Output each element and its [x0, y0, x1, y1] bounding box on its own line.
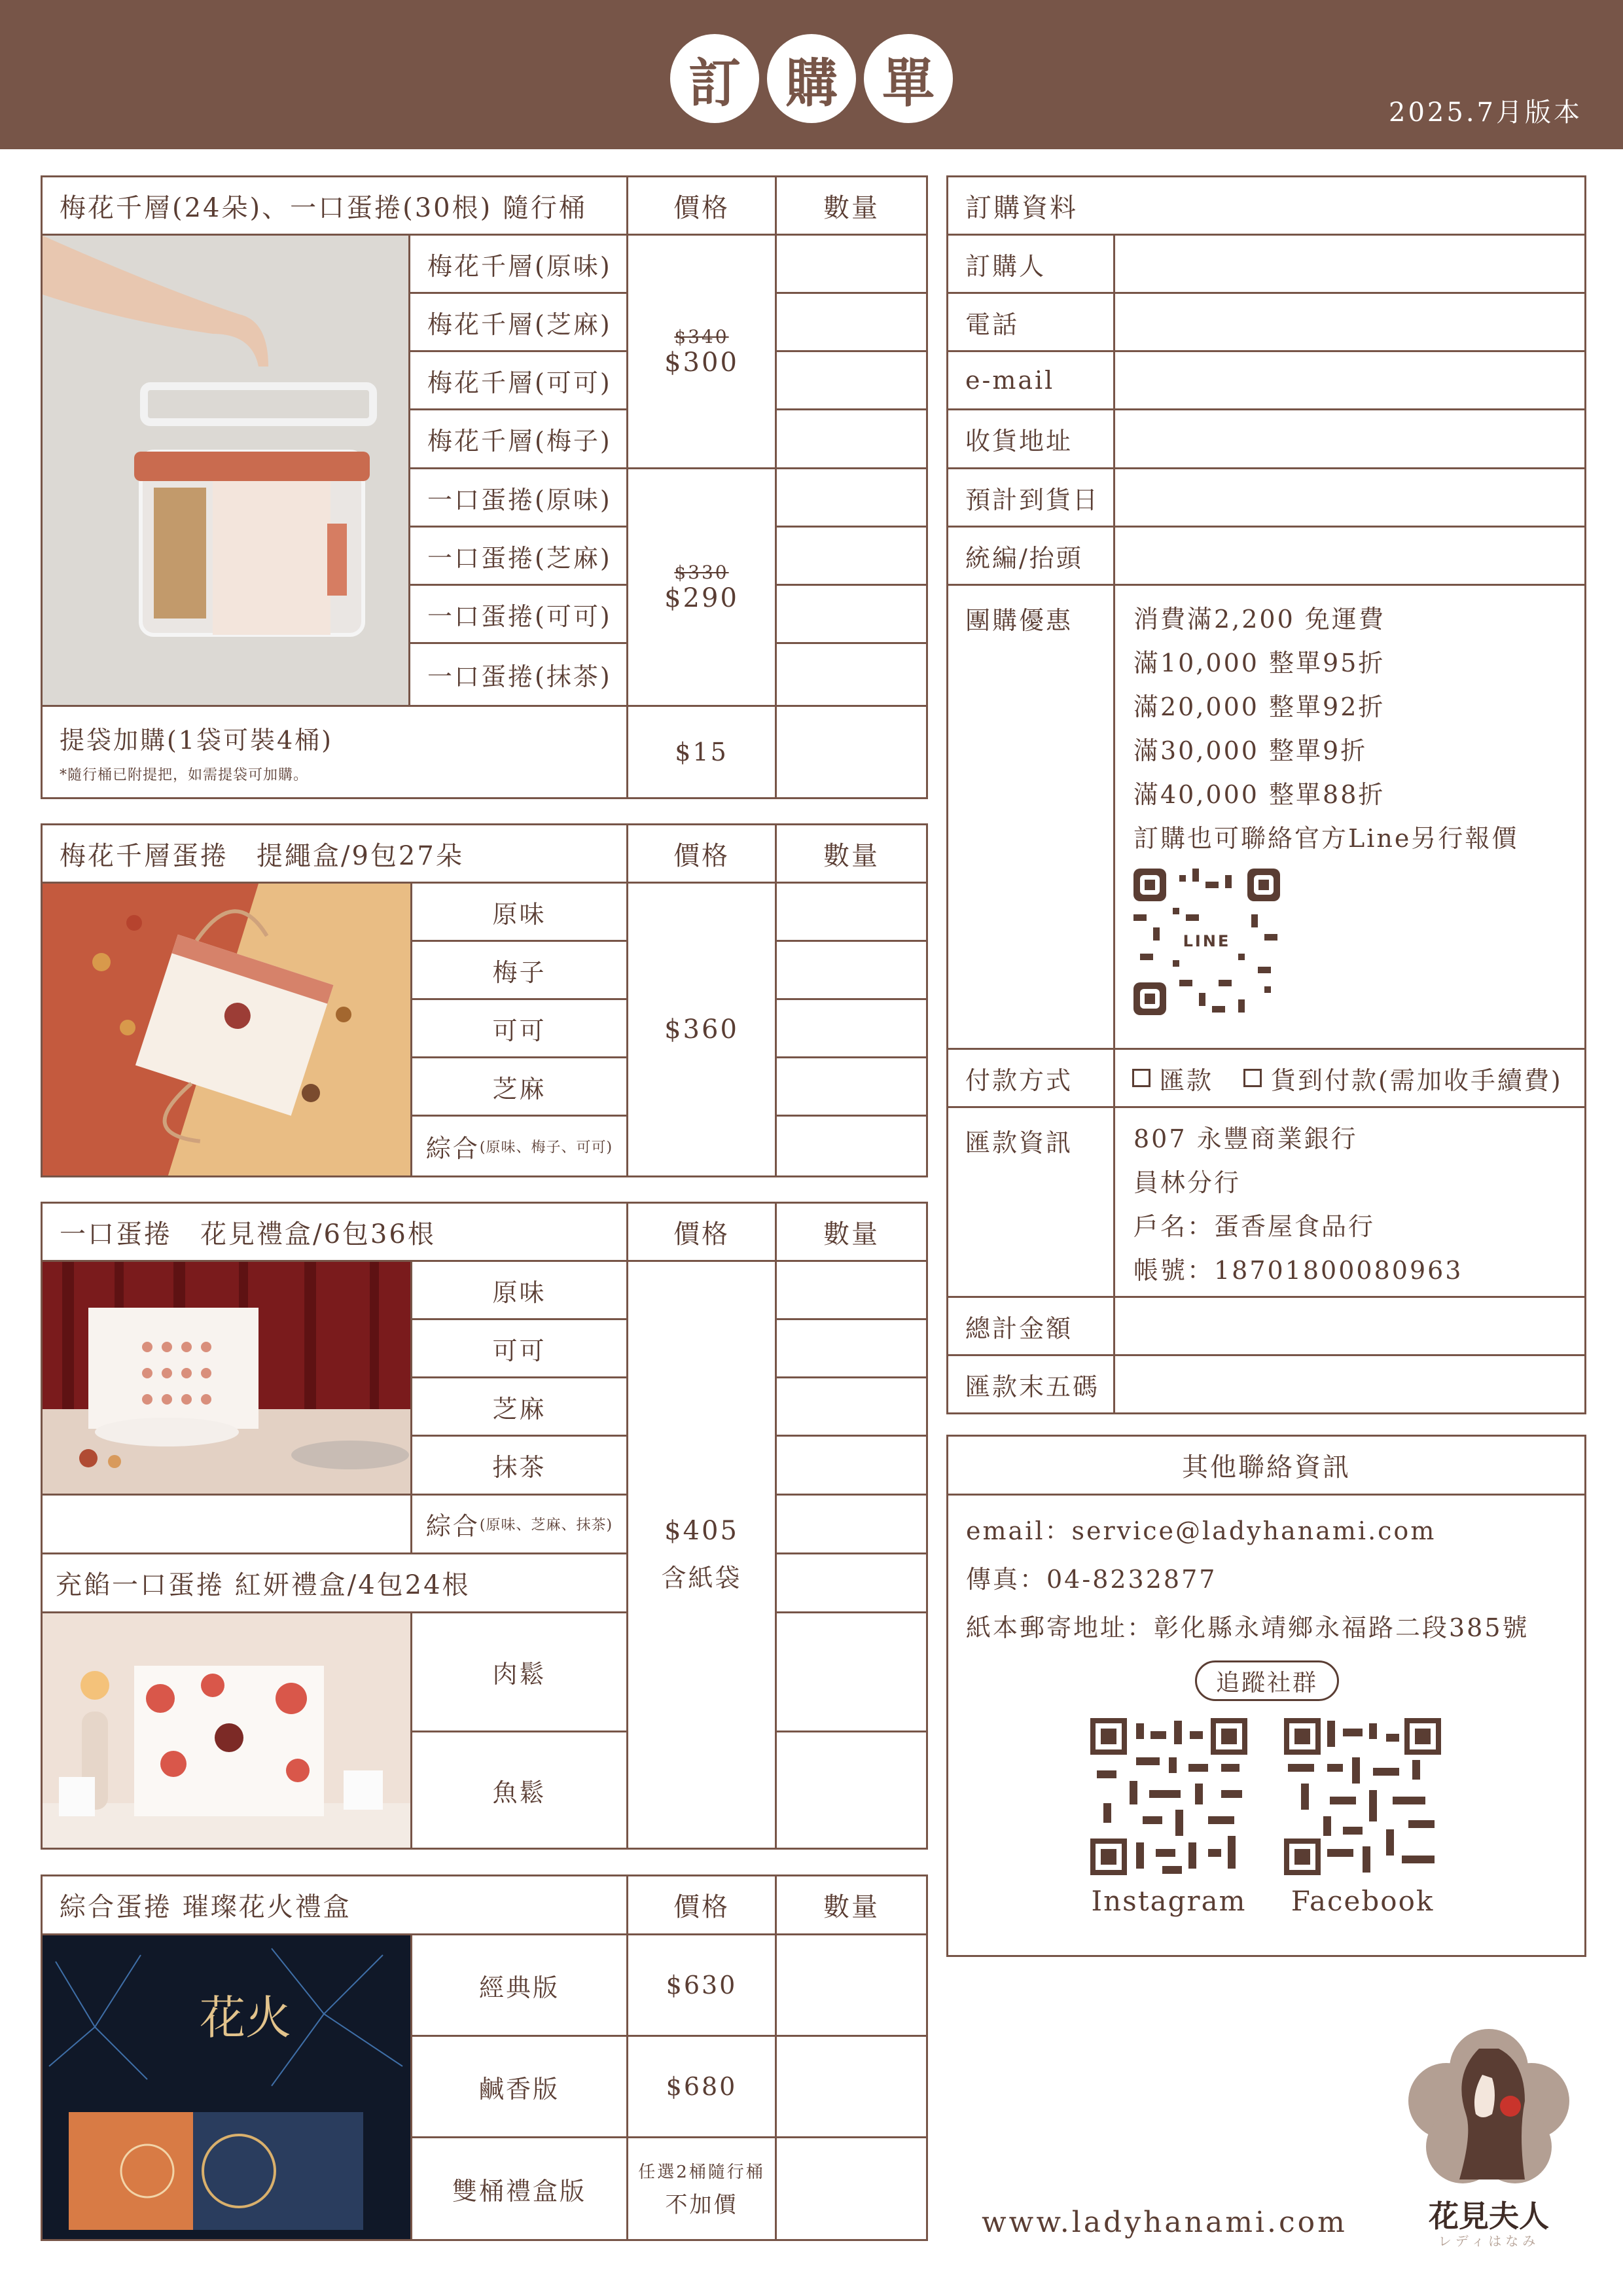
firework-row-label: 經典版 — [410, 1933, 628, 2037]
price-header: 價格 — [626, 823, 777, 884]
email-input[interactable] — [1113, 350, 1586, 410]
instagram-qr-code[interactable] — [1090, 1718, 1247, 1875]
hanami-item: 原味 — [410, 1260, 628, 1320]
rope-box-price: $360 — [626, 882, 777, 1177]
qty-input[interactable] — [775, 705, 928, 799]
payment-label: 付款方式 — [946, 1048, 1115, 1108]
old-price: $340 — [674, 325, 729, 348]
last5-label: 匯款末五碼 — [946, 1354, 1115, 1414]
blank-cell — [41, 1494, 412, 1554]
bucket-item-row: 一口蛋捲(可可) — [408, 584, 628, 644]
qty-input[interactable] — [775, 1056, 928, 1117]
qty-header: 數量 — [775, 823, 928, 884]
remit-line: 戶名：蛋香屋食品行 — [1133, 1212, 1376, 1241]
red-box-photo — [41, 1611, 412, 1850]
qty-input[interactable] — [775, 1435, 928, 1496]
red-box-item: 魚鬆 — [410, 1731, 628, 1850]
rope-box-item: 原味 — [410, 882, 628, 942]
bucket-item-row: 一口蛋捲(抹茶) — [408, 642, 628, 707]
mix-note: (原味、梅子、可可) — [479, 1139, 613, 1156]
remit-line: 員林分行 — [1133, 1168, 1241, 1197]
firework-title: 花火 — [200, 1991, 291, 2045]
arrival-date-input[interactable] — [1113, 467, 1586, 528]
bucket-item-row: 梅花千層(原味) — [408, 234, 628, 294]
rope-box-item: 芝麻 — [410, 1056, 628, 1117]
qty-header: 數量 — [775, 1202, 928, 1262]
discount-line: 訂購也可聯絡官方Line另行報價 — [1133, 824, 1519, 853]
brand-name: 花見夫人 — [1429, 2198, 1549, 2234]
price: $300 — [664, 347, 739, 378]
qty-input[interactable] — [775, 1318, 928, 1378]
price: $405 — [664, 1516, 739, 1546]
brand-sub: レディはなみ — [1438, 2233, 1540, 2249]
qty-input[interactable] — [775, 292, 928, 352]
price-line2: 不加價 — [665, 2192, 738, 2218]
qty-input[interactable] — [775, 234, 928, 294]
section2-title: 梅花千層蛋捲 提繩盒/9包27朵 — [41, 823, 628, 884]
price-cell-b — [626, 467, 777, 707]
firework-price-note — [626, 2136, 777, 2241]
field-label: 電話 — [946, 292, 1115, 352]
total-input[interactable] — [1113, 1296, 1586, 1356]
title-char-1: 訂 — [670, 34, 759, 123]
qty-input[interactable] — [775, 1611, 928, 1732]
hanami-price-cell — [626, 1260, 777, 1850]
section1-title: 梅花千層(24朵)、一口蛋捲(30根) 隨行桶 — [41, 175, 628, 236]
field-label: 收貨地址 — [946, 408, 1115, 469]
firework-row-label: 鹹香版 — [410, 2035, 628, 2138]
field-label: e-mail — [946, 350, 1115, 410]
bucket-item-row: 梅花千層(可可) — [408, 350, 628, 410]
rope-box-item: 梅子 — [410, 940, 628, 1000]
payment-opt-remit: 匯款 — [1160, 1066, 1214, 1095]
bag-label: 提袋加購(1袋可裝4桶) — [60, 726, 334, 755]
qty-input[interactable] — [775, 882, 928, 942]
field-label: 統編/抬頭 — [946, 526, 1115, 586]
bag-addon — [41, 705, 628, 799]
qty-input[interactable] — [775, 642, 928, 707]
total-label: 總計金額 — [946, 1296, 1115, 1356]
field-label: 預計到貨日 — [946, 467, 1115, 528]
discount-line: 消費滿2,200 免運費 — [1133, 605, 1385, 634]
qty-input[interactable] — [775, 1115, 928, 1177]
checkbox-remit[interactable] — [1132, 1069, 1150, 1087]
title-char-2: 購 — [767, 34, 856, 123]
mix-label: 綜合 — [425, 1134, 480, 1163]
hanami-mix — [410, 1494, 628, 1554]
price: $290 — [664, 583, 739, 613]
qty-header: 數量 — [775, 1874, 928, 1935]
bucket-photo — [41, 234, 410, 707]
price-note: 含紙袋 — [661, 1564, 742, 1592]
last5-input[interactable] — [1113, 1354, 1586, 1414]
price-line1: 任選2桶隨行桶 — [638, 2162, 765, 2182]
follow-badge: 追蹤社群 — [1195, 1660, 1339, 1701]
phone-input[interactable] — [1113, 292, 1586, 352]
qty-header: 數量 — [775, 175, 928, 236]
line-qr-label: LINE — [1183, 932, 1231, 950]
qty-input[interactable] — [775, 998, 928, 1058]
hanami-box-photo — [41, 1260, 412, 1496]
discount-line: 滿10,000 整單95折 — [1133, 649, 1385, 677]
remit-label: 匯款資訊 — [946, 1106, 1115, 1298]
qty-input[interactable] — [775, 526, 928, 586]
checkbox-cod[interactable] — [1243, 1069, 1262, 1087]
brand-logo — [1394, 2022, 1584, 2249]
section4-title: 綜合蛋捲 璀璨花火禮盒 — [41, 1874, 628, 1935]
mix-note: (原味、芝麻、抹茶) — [479, 1517, 613, 1534]
firework-photo — [41, 1933, 412, 2241]
price-header: 價格 — [626, 175, 777, 236]
contact-mail: 紙本郵寄地址：彰化縣永靖鄉永福路二段385號 — [966, 1613, 1529, 1642]
bag-note: *隨行桶已附提把，如需提袋可加購。 — [60, 767, 309, 783]
order-info-title: 訂購資料 — [946, 175, 1586, 236]
price-header: 價格 — [626, 1202, 777, 1262]
firework-price: $630 — [626, 1933, 777, 2037]
bucket-item-row: 一口蛋捲(原味) — [408, 467, 628, 528]
discount-line: 滿40,000 整單88折 — [1133, 780, 1385, 809]
discount-box — [1113, 584, 1586, 1050]
hanami-item: 可可 — [410, 1318, 628, 1378]
bag-price: $15 — [626, 705, 777, 799]
section3-title: 一口蛋捲 花見禮盒/6包36根 — [41, 1202, 628, 1262]
qty-input[interactable] — [775, 1933, 928, 2037]
contact-fax: 傳真：04-8232877 — [966, 1565, 1217, 1594]
discount-line: 滿30,000 整單9折 — [1133, 736, 1368, 765]
qty-input[interactable] — [775, 1376, 928, 1437]
firework-row-label: 雙桶禮盒版 — [410, 2136, 628, 2241]
tax-id-input[interactable] — [1113, 526, 1586, 586]
title-char-3: 單 — [864, 34, 953, 123]
discount-line: 滿20,000 整單92折 — [1133, 692, 1385, 721]
bucket-item-row: 梅花千層(芝麻) — [408, 292, 628, 352]
section3-subtitle: 充餡一口蛋捲 紅妍禮盒/4包24根 — [41, 1552, 628, 1613]
rope-box-item: 可可 — [410, 998, 628, 1058]
facebook-label[interactable]: Facebook — [1291, 1885, 1435, 1917]
qty-input[interactable] — [775, 467, 928, 528]
red-box-item: 肉鬆 — [410, 1611, 628, 1732]
old-price: $330 — [674, 561, 729, 583]
price-header: 價格 — [626, 1874, 777, 1935]
qty-input[interactable] — [775, 1260, 928, 1320]
line-qr-code[interactable] — [1133, 869, 1280, 1015]
facebook-qr-code[interactable] — [1284, 1718, 1441, 1875]
qty-input[interactable] — [775, 940, 928, 1000]
bucket-item-row: 一口蛋捲(芝麻) — [408, 526, 628, 586]
discount-label: 團購優惠 — [946, 584, 1115, 1050]
firework-price: $680 — [626, 2035, 777, 2138]
qty-input[interactable] — [775, 408, 928, 469]
qty-input[interactable] — [775, 2035, 928, 2138]
qty-input[interactable] — [775, 1552, 928, 1613]
orderer-input[interactable] — [1113, 234, 1586, 294]
qty-input[interactable] — [775, 1494, 928, 1554]
qty-input[interactable] — [775, 350, 928, 410]
remit-line: 帳號：18701800080963 — [1133, 1256, 1463, 1285]
bucket-item-row: 梅花千層(梅子) — [408, 408, 628, 469]
field-label: 訂購人 — [946, 234, 1115, 294]
contact-title: 其他聯絡資訊 — [946, 1435, 1586, 1496]
payment-options — [1113, 1048, 1586, 1108]
remit-info — [1113, 1106, 1586, 1298]
payment-opt-cod: 貨到付款(需加收手續費) — [1271, 1066, 1563, 1095]
website-link[interactable]: www.ladyhanami.com — [982, 2206, 1347, 2239]
mix-label: 綜合 — [425, 1512, 480, 1541]
qty-input[interactable] — [775, 1731, 928, 1850]
instagram-label[interactable]: Instagram — [1091, 1885, 1247, 1917]
price-cell-a — [626, 234, 777, 469]
qty-input[interactable] — [775, 2136, 928, 2241]
rope-box-photo — [41, 882, 412, 1177]
version-label: 2025.7月版本 — [1389, 98, 1582, 128]
contact-email[interactable]: email：service@ladyhanami.com — [966, 1516, 1436, 1545]
rope-box-mix — [410, 1115, 628, 1177]
qty-input[interactable] — [775, 584, 928, 644]
address-input[interactable] — [1113, 408, 1586, 469]
header-bar — [0, 0, 1623, 149]
hanami-item: 抹茶 — [410, 1435, 628, 1496]
hanami-item: 芝麻 — [410, 1376, 628, 1437]
remit-line: 807 永豐商業銀行 — [1133, 1124, 1358, 1153]
